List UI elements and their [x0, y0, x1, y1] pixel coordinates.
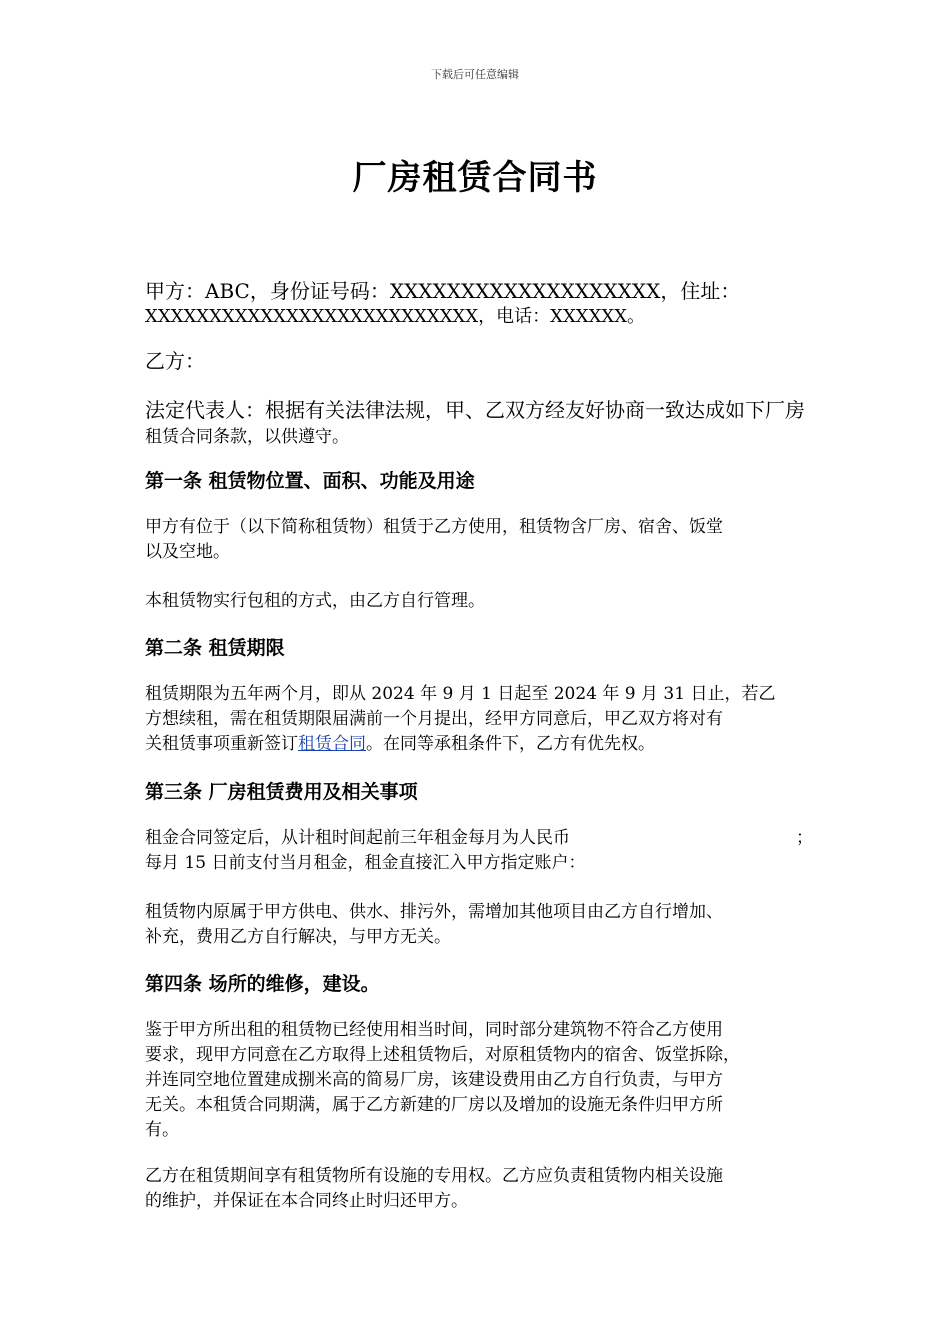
party-a-line-1: 甲方：ABC，身份证号码：XXXXXXXXXXXXXXXXXXX，住址： — [145, 279, 741, 303]
document-title: 厂房租赁合同书 — [352, 158, 598, 198]
article-2-line-3-post: 。在同等承租条件下，乙方有优先权。 — [366, 734, 655, 754]
article-4-heading: 第四条 场所的维修，建设。 — [145, 973, 380, 995]
article-3-p1-line-2: 每月 15 日前支付当月租金，租金直接汇入甲方指定账户： — [145, 853, 586, 873]
article-1-p1-line-2: 以及空地。 — [145, 542, 230, 562]
article-1-p1-line-1: 甲方有位于（以下简称租赁物）租赁于乙方使用，租赁物含厂房、宿舍、饭堂 — [145, 517, 723, 537]
article-4-paragraph-1 — [145, 1018, 813, 1143]
legal-rep-line-1 — [145, 398, 813, 425]
lease-contract-link[interactable]: 租赁合同 — [298, 734, 366, 754]
article-3-paragraph-1 — [145, 826, 813, 876]
legal-rep-line-2: 租赁合同条款，以供遵守。 — [145, 427, 349, 447]
article-3-p1-text: 租金合同签定后，从计租时间起前三年租金每月为人民币 — [145, 828, 570, 848]
party-b-label: 乙方： — [145, 349, 205, 373]
article-3-heading: 第三条 厂房租赁费用及相关事项 — [145, 781, 418, 803]
article-1-heading: 第一条 租赁物位置、面积、功能及用途 — [145, 470, 475, 492]
article-1-paragraph-1 — [145, 515, 813, 565]
article-4-p1-line-3: 并连同空地位置建成捌米高的简易厂房，该建设费用由乙方自行负责，与甲方 — [145, 1070, 723, 1090]
article-4-paragraph-2 — [145, 1164, 813, 1214]
article-3-p2-line-2: 补充，费用乙方自行解决，与甲方无关。 — [145, 927, 451, 947]
article-2-line-3-pre: 关租赁事项重新签订 — [145, 734, 298, 754]
article-3-paragraph-2 — [145, 900, 813, 950]
article-1-paragraph-2 — [145, 589, 813, 614]
article-2-line-3 — [145, 732, 813, 757]
article-2-line-2: 方想续租，需在租赁期限届满前一个月提出，经甲方同意后，甲乙双方将对有 — [145, 709, 723, 729]
article-3-p1-semicolon: ； — [796, 828, 813, 848]
article-2-heading: 第二条 租赁期限 — [145, 637, 285, 659]
legal-rep-text-1: 法定代表人：根据有关法律法规，甲、乙双方经友好协商一致达成如下厂房 — [145, 398, 805, 422]
article-4-p2-line-1: 乙方在租赁期间享有租赁物所有设施的专用权。乙方应负责租赁物内相关设施 — [145, 1166, 723, 1186]
party-b-block — [145, 348, 813, 374]
article-3-p2-line-1: 租赁物内原属于甲方供电、供水、排污外，需增加其他项目由乙方自行增加、 — [145, 902, 723, 922]
article-4-p1-line-2: 要求，现甲方同意在乙方取得上述租赁物后，对原租赁物内的宿舍、饭堂拆除， — [145, 1045, 740, 1065]
article-3-p1-line-1 — [145, 826, 813, 851]
article-4-p1-line-1: 鉴于甲方所出租的租赁物已经使用相当时间，同时部分建筑物不符合乙方使用 — [145, 1020, 723, 1040]
header-note: 下载后可任意编辑 — [431, 68, 519, 81]
legal-rep-block — [145, 398, 813, 450]
party-a-block — [145, 278, 813, 330]
article-2-paragraph — [145, 682, 813, 757]
article-4-p2-line-2: 的维护，并保证在本合同终止时归还甲方。 — [145, 1191, 468, 1211]
article-2-line-1: 租赁期限为五年两个月，即从 2024 年 9 月 1 日起至 2024 年 9 月 31 日止，若乙 — [145, 684, 776, 704]
party-a-line-2: XXXXXXXXXXXXXXXXXXXXXXXXXX，电话：XXXXXX。 — [145, 306, 646, 327]
article-4-p1-line-4: 无关。本租赁合同期满，属于乙方新建的厂房以及增加的设施无条件归甲方所 — [145, 1095, 723, 1115]
article-4-p1-line-5: 有。 — [145, 1120, 179, 1140]
article-1-p2: 本租赁物实行包租的方式，由乙方自行管理。 — [145, 591, 485, 611]
